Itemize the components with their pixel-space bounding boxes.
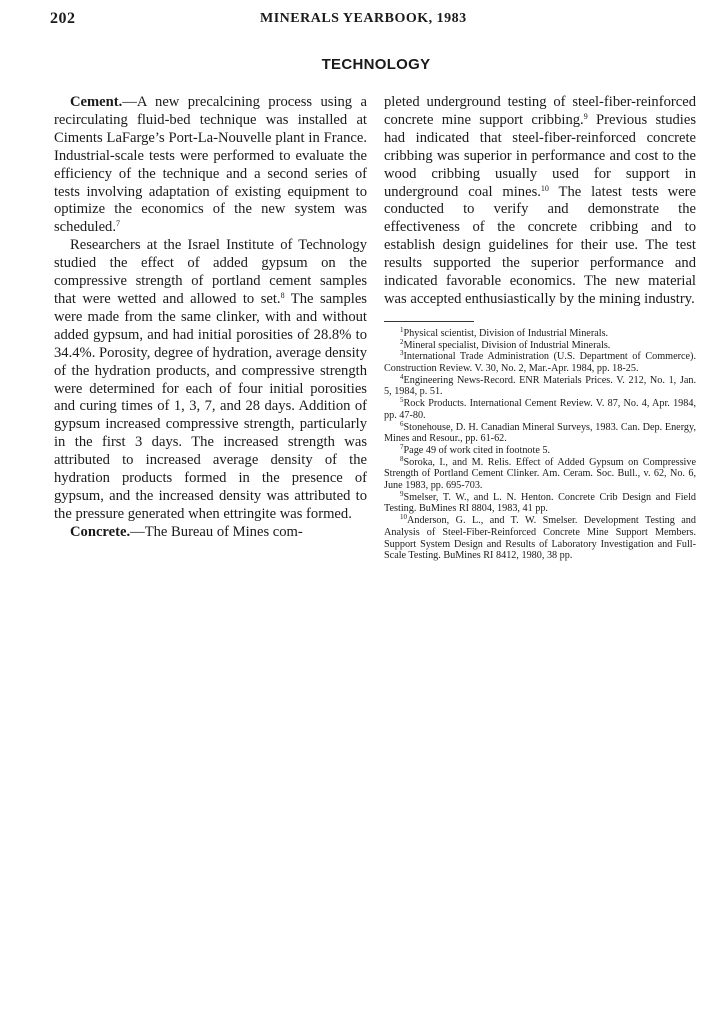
footnote-number: 2	[400, 337, 404, 346]
concrete-continued-paragraph	[384, 94, 696, 309]
page-number: 202	[50, 10, 76, 27]
footnote-ref-10: 10	[540, 183, 549, 193]
right-column	[384, 94, 696, 562]
footnotes	[384, 325, 696, 562]
footnote-text: Page 49 of work cited in footnote 5.	[403, 444, 551, 456]
footnote	[384, 454, 696, 492]
footnote-number: 4	[400, 372, 404, 381]
footnote-text: Soroka, I., and M. Relis. Effect of Added Gypsum on Compressive Strength of Portland Cement Clinker. Am. Ceram. Soc. Bull., v. 62, No. 6, June 1983, pp. 695-703.	[384, 456, 696, 492]
footnote	[384, 325, 696, 340]
footnote	[384, 337, 696, 352]
footnote	[384, 442, 696, 457]
footnote-number: 1	[400, 325, 404, 334]
left-column	[54, 94, 367, 542]
footnote-text: Rock Products. International Cement Review. V. 87, No. 4, Apr. 1984, pp. 47-80.	[384, 398, 696, 421]
gypsum-paragraph-text-a: Researchers at the Israel Institute of Technology studied the effect of added gypsum on the compressive strength of portland cement samples that were wetted and allowed to set.	[54, 237, 367, 307]
footnote-text: Anderson, G. L., and T. W. Smelser. Development Testing and Analysis of Steel-Fiber-Reinforced Concrete Mine Support Members. Support System Design and Results of Laboratory Investigation and Full-Scale Testing. BuMines RI 8412, 1980, 38 pp.	[384, 515, 696, 562]
footnote-text: International Trade Administration (U.S. Department of Commerce). Construction Review. V. 30, No. 2, Mar.-Apr. 1984, pp. 18-25.	[384, 351, 696, 374]
footnote-ref-9: 9	[583, 111, 588, 121]
concrete-continued-text-a: pleted underground testing of steel-fiber-reinforced concrete mine support cribbing.	[384, 94, 696, 128]
footnote-number: 6	[400, 419, 404, 428]
footnote-number: 5	[400, 396, 404, 405]
concrete-continued-text-c: The latest tests were conducted to verify and demonstrate the effectiveness of the concrete cribbing and to establish design guidelines for their use. The test results supported the superior performance and indicated favorable economics. The new material was accepted enthusiastically by the mining industry.	[384, 183, 696, 307]
footnote-number: 8	[400, 454, 404, 463]
footnote-ref-7: 7	[116, 219, 121, 229]
footnote	[384, 372, 696, 398]
footnote-number: 7	[400, 442, 404, 451]
concrete-run-in-heading: Concrete.	[70, 523, 131, 540]
concrete-continued-text-b: Previous studies had indicated that steel-fiber-reinforced concrete cribbing was superior in performance and cost to the wood cribbing usually used for support in underground coal mines.	[384, 111, 697, 200]
footnote-text: Mineral specialist, Division of Industrial Minerals.	[403, 339, 611, 351]
footnote	[384, 351, 696, 374]
footnote-text: Physical scientist, Division of Industrial Minerals.	[403, 327, 609, 339]
footnote-number: 10	[400, 513, 407, 522]
footnote-divider	[384, 321, 474, 322]
gypsum-research-paragraph	[54, 237, 367, 524]
footnote-number: 9	[400, 489, 404, 498]
running-title: MINERALS YEARBOOK, 1983	[260, 11, 467, 26]
cement-paragraph	[54, 94, 367, 237]
cement-run-in-heading: Cement.	[70, 94, 123, 110]
concrete-paragraph-text: —The Bureau of Mines com-	[130, 523, 303, 540]
footnote	[384, 398, 696, 421]
footnote-text: Smelser, T. W., and L. N. Henton. Concrete Crib Design and Field Testing. BuMines RI 8804, 1983, 41 pp.	[384, 491, 696, 515]
page-header	[50, 10, 680, 32]
concrete-paragraph	[54, 524, 367, 542]
footnote-number: 3	[400, 349, 404, 358]
footnote-text: Stonehouse, D. H. Canadian Mineral Surveys, 1983. Can. Dep. Energy, Mines and Resour., pp. 61-62.	[384, 421, 696, 445]
footnote	[384, 419, 696, 445]
footnote	[384, 515, 696, 562]
cement-paragraph-text: —A new precalcining process using a recirculating fluid-bed technique was installed at Ciments LaFarge’s Port-La-Nouvelle plant in France. Industrial-scale tests were performed to evaluate the efficiency of the technique and a second series of tests involving adaptation of existing equipment to optimize the economics of the new system was scheduled.	[54, 94, 367, 236]
gypsum-paragraph-text-b: The samples were made from the same clinker, with and without added gypsum, and had initial porosities of 28.8% to 34.4%. Porosity, degree of hydration, average density of the hydration products, and compressive strength were determined for each of four initial porosities and curing times of 1, 3, 7, and 28 days. Addition of gypsum increased compressive strength, particularly in the first 3 days. The increased strength was attributed to increased average density of the hydration products formed in the presence of gypsum, and the increased density was attributed to the pressure generated when ettringite was formed.	[54, 290, 367, 522]
section-title: TECHNOLOGY	[321, 56, 431, 73]
footnote-text: Engineering News-Record. ENR Materials Prices. V. 212, No. 1, Jan. 5, 1984, p. 51.	[384, 374, 696, 398]
footnote-ref-8: 8	[280, 290, 285, 300]
footnote	[384, 489, 696, 515]
